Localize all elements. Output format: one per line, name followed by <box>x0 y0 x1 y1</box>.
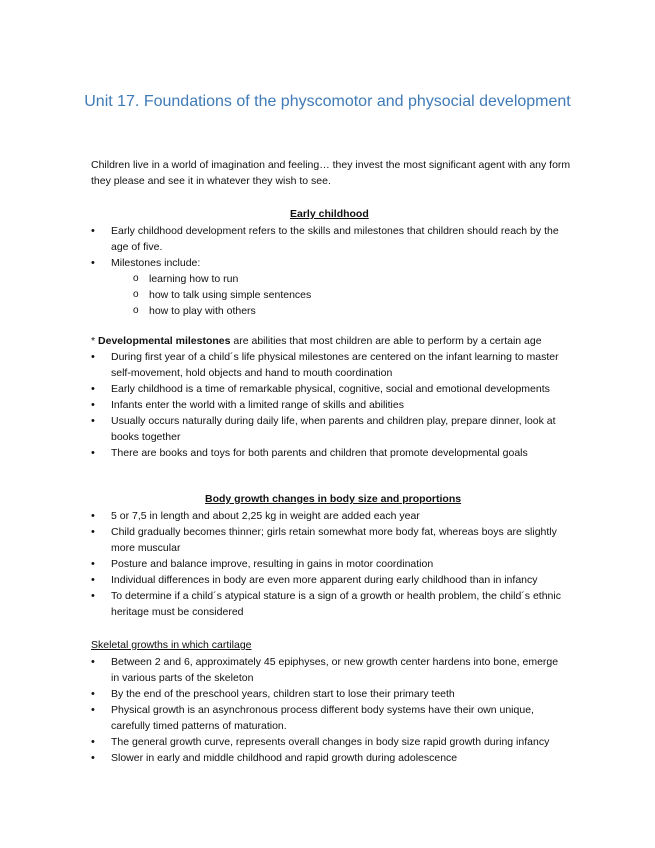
developmental-milestones-note <box>91 333 571 349</box>
note-prefix: * <box>91 335 99 347</box>
list-item: • Between 2 and 6, approximately 45 epiphyses, or new growth center hardens into bone, emerge in various parts of the skeleton <box>91 654 569 686</box>
list-item: • 5 or 7,5 in length and about 2,25 kg in weight are added each year <box>91 508 569 524</box>
sublist-item: o learning how to run <box>111 271 569 287</box>
list-item: • During first year of a child´s life physical milestones are centered on the infant learning to master self-movement, hold objects and hand to mouth coordination <box>91 349 569 381</box>
intro-paragraph: Children live in a world of imagination and feeling… they invest the most significant agent with any form they please and see it in whatever they wish to see. <box>91 159 571 187</box>
list-item: • Physical growth is an asynchronous process different body systems have their own unique, carefully timed patterns of maturation. <box>91 702 569 734</box>
list-item: • There are books and toys for both parents and children that promote developmental goals <box>91 445 569 461</box>
list-item: • Posture and balance improve, resulting in gains in motor coordination <box>91 556 569 572</box>
milestones-list <box>91 349 569 461</box>
list-item: • Child gradually becomes thinner; girls retain somewhat more body fat, whereas boys are slightly more muscular <box>91 524 569 556</box>
note-text: are abilities that most children are able to perform by a certain age <box>230 335 542 347</box>
list-item: • Usually occurs naturally during daily life, when parents and children play, prepare dinner, look at books together <box>91 413 569 445</box>
list-item: • Early childhood development refers to the skills and milestones that children should reach by the age of five. <box>91 223 569 255</box>
list-item <box>91 255 569 319</box>
note-term: Developmental milestones <box>98 335 231 347</box>
page-title: Unit 17. Foundations of the physcomotor and physocial development <box>84 93 571 110</box>
list-item: • To determine if a child´s atypical stature is a sign of a growth or health problem, the child´s ethnic heritage must be considered <box>91 588 569 620</box>
section-heading-skeletal: Skeletal growths in which cartilage <box>91 639 252 651</box>
sublist-item: o how to talk using simple sentences <box>111 287 569 303</box>
list-item: • By the end of the preschool years, children start to lose their primary teeth <box>91 686 569 702</box>
list-item-text: Milestones include: <box>111 257 201 269</box>
list-item: • The general growth curve, represents overall changes in body size rapid growth during infancy <box>91 734 569 750</box>
milestones-sublist <box>111 271 569 319</box>
section-heading-early-childhood: Early childhood <box>290 208 369 220</box>
section-heading-body-growth: Body growth changes in body size and proportions <box>205 493 462 505</box>
list-item: • Slower in early and middle childhood and rapid growth during adolescence <box>91 750 569 766</box>
skeletal-list <box>91 654 569 766</box>
sublist-item: o how to play with others <box>111 303 569 319</box>
list-item: • Early childhood is a time of remarkable physical, cognitive, social and emotional developments <box>91 381 569 397</box>
body-growth-list <box>91 508 569 620</box>
early-childhood-list <box>91 223 569 319</box>
list-item: • Individual differences in body are even more apparent during early childhood than in infancy <box>91 572 569 588</box>
list-item: • Infants enter the world with a limited range of skills and abilities <box>91 397 569 413</box>
